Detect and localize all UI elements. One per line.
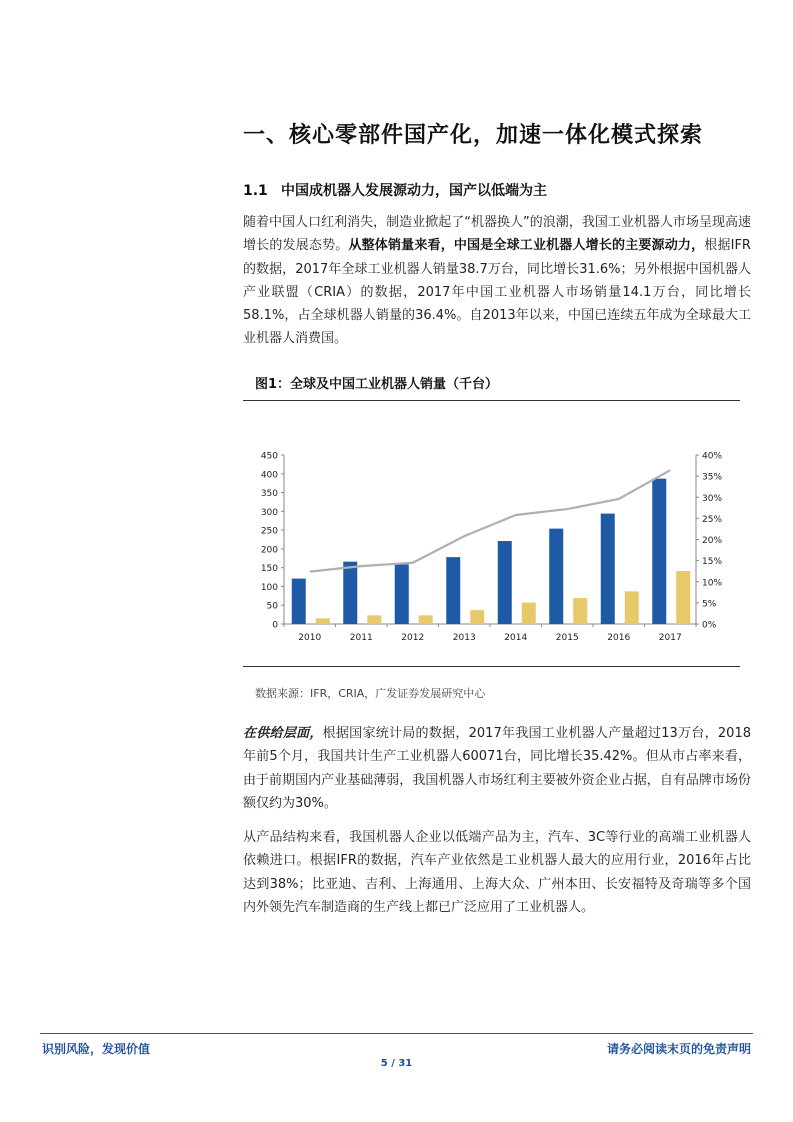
figure-bottom-rule	[243, 666, 740, 667]
x-tick-label: 2011	[349, 633, 373, 643]
y-right-tick-label: 25%	[702, 514, 723, 525]
y-left-tick-label: 450	[260, 451, 278, 462]
bar-china	[676, 571, 690, 624]
y-left-tick-label: 100	[260, 582, 278, 593]
paragraph-2-text: 根据国家统计局的数据，2017年我国工业机器人产量超过13万台，2018年前5个月，我国共计生产工业机器人60071台，同比增长35.42%。但从市占率来看，由于前期国内产业基础薄弱，我国机器人市场红利主要被外资企业占据，自有品牌市场份额仅约为30%。	[243, 726, 751, 811]
y-left-tick-label: 300	[260, 507, 278, 518]
y-right-tick-label: 10%	[702, 578, 723, 589]
y-right-tick-label: 5%	[702, 599, 717, 610]
x-tick-label: 2016	[607, 633, 631, 643]
footer-slogan: 识别风险，发现价值	[42, 1042, 151, 1056]
y-left-tick-label: 150	[260, 564, 278, 575]
x-tick-label: 2017	[658, 633, 682, 643]
x-tick-label: 2010	[298, 633, 322, 643]
paragraph-1-text-c: 根据IFR的数据，2017年全球工业机器人销量38.7万台，同比增长31.6%；另外根据中国机器人产业联盟（CRIA）的数据，2017年中国工业机器人市场销量14.1万台，同比增长58.1%，占全球机器人销量的36.4%。自2013年以来，中国已连续五年成为全球最大工业机器人消费国。	[243, 238, 751, 347]
bar-china	[470, 610, 484, 624]
y-left-tick-label: 50	[266, 601, 278, 612]
y-right-tick-label: 40%	[702, 451, 723, 462]
bar-china	[367, 615, 381, 624]
y-right-tick-label: 30%	[702, 493, 723, 504]
paragraph-3: 从产品结构来看，我国机器人企业以低端产品为主，汽车、3C等行业的高端工业机器人依赖进口。根据IFR的数据，汽车产业依然是工业机器人最大的应用行业，2016年占比达到38%；比亚迪、吉利、上海通用、上海大众、广州本田、长安福特及奇瑞等多个国内外领先汽车制造商的生产线上都已广泛应用了工业机器人。	[243, 830, 751, 915]
y-right-tick-label: 20%	[702, 536, 723, 546]
bar-china	[522, 603, 536, 624]
bar-global	[498, 541, 512, 624]
bar-global	[601, 514, 615, 624]
y-left-tick-label: 250	[260, 526, 278, 537]
paragraph-2	[243, 722, 751, 815]
figure-source: 数据来源：IFR，CRIA，广发证券发展研究中心	[255, 687, 486, 700]
x-tick-label: 2013	[452, 633, 476, 643]
x-tick-label: 2012	[401, 633, 425, 643]
sales-chart	[243, 403, 740, 663]
paragraph-1-text-a: 随着中国人口红利消失，制造业掀起了“机器换人”的浪潮，我国工业机器人市场呈现高速增长的发展态势。	[243, 215, 751, 254]
bar-global	[343, 562, 357, 624]
bar-china	[419, 615, 433, 624]
bar-global	[292, 579, 306, 624]
x-tick-label: 2014	[504, 633, 528, 643]
paragraph-2-lead: 在供给层面，	[243, 726, 323, 741]
footer-divider	[40, 1033, 753, 1034]
y-right-tick-label: 15%	[702, 557, 723, 568]
bar-global	[652, 479, 666, 624]
bar-global	[395, 564, 409, 624]
bar-china	[625, 591, 639, 624]
bar-china	[573, 598, 587, 624]
chart-svg	[243, 403, 740, 663]
section-heading: 一、核心零部件国产化，加速一体化模式探索	[243, 123, 704, 148]
bar-global	[549, 529, 563, 624]
y-right-tick-label: 35%	[702, 472, 723, 483]
x-tick-label: 2015	[555, 633, 579, 643]
y-left-tick-label: 400	[260, 470, 278, 481]
y-left-tick-label: 200	[260, 545, 278, 556]
paragraph-1-emphasis: 从整体销量来看，中国是全球工业机器人增长的主要源动力，	[348, 238, 705, 254]
subsection-title: 中国成机器人发展源动力，国产以低端为主	[281, 183, 547, 199]
figure-title: 图1：全球及中国工业机器人销量（千台）	[255, 377, 499, 392]
bar-china	[316, 618, 330, 624]
paragraph-1	[243, 211, 751, 351]
y-right-tick-label: 0%	[702, 620, 717, 631]
y-left-tick-label: 0	[272, 620, 278, 631]
bar-global	[446, 557, 460, 624]
page-number: 5 / 31	[380, 1058, 413, 1069]
line-china-share	[310, 470, 671, 571]
footer-disclaimer: 请务必阅读末页的免责声明	[606, 1042, 751, 1056]
figure-top-rule	[243, 400, 740, 401]
subsection-heading	[243, 180, 763, 200]
y-left-tick-label: 350	[260, 489, 278, 500]
subsection-number: 1.1	[243, 183, 268, 199]
